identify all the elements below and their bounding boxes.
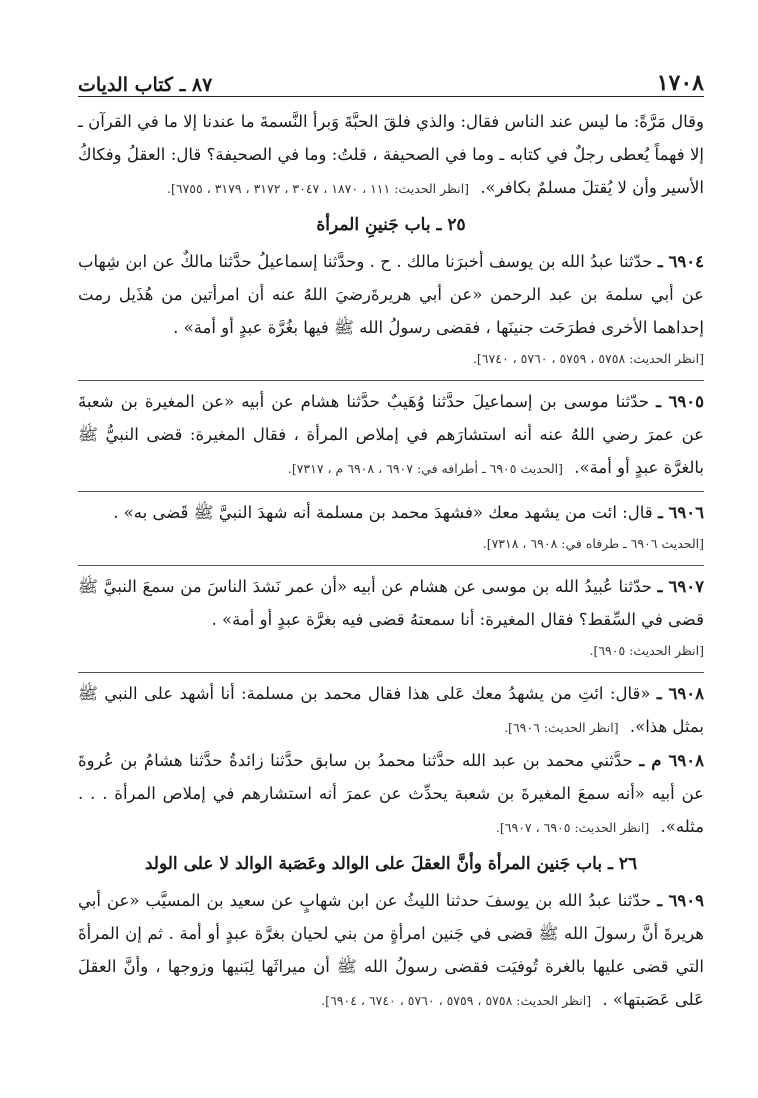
chapter-heading-25: ٢٥ ـ باب جَنينِ المرأة <box>316 215 466 235</box>
intro-paragraph <box>78 105 704 205</box>
hadith-text: حدّثنا موسى بن إسماعيلَ حدَّثنا وُهَيبٌ حدَّثنا هشام عن أبيه «عن المغيرة بن شعبةَ عن عمرَ رضي اللهُ عنه أنه استشارَهم في إملاص المرأة ، فقال المغيرة: قضى النبيُّ ﷺ بالغرَّة عبدٍ أو أمة». <box>78 392 704 477</box>
hadith-6906 <box>78 496 704 529</box>
hadith-reference: [انظر الحديث: ٦٩٠٥ ، ٦٩٠٧]. <box>495 820 650 835</box>
hadith-number: ٦٩٠٨ ـ <box>656 684 704 703</box>
chapter-heading-26: ٢٦ ـ باب جَنين المرأة وأنَّ العقلَ على الوالد وعَصَبة الوالد لا على الولد <box>144 854 638 874</box>
hadith-number: ٦٩٠٨ م ـ <box>639 751 704 770</box>
hadith-reference: [انظر الحديث: ٥٧٥٨ ، ٥٧٥٩ ، ٥٧٦٠ ، ٦٧٤٠ ، ٦٩٠٤]. <box>321 993 592 1008</box>
hadith-number: ٦٩٠٧ ـ <box>657 577 704 596</box>
hadith-text: «قال: ائتِ من يشهدُ معك عَلى هذا فقال محمد بن مسلمة: أنا أشهد على النبي ﷺ بمثل هذا». <box>78 684 704 736</box>
separator <box>78 565 704 566</box>
page-number: ١٧٠٨ <box>656 70 704 96</box>
hadith-reference: [انظر الحديث: ٦٩٠٥]. <box>589 643 704 658</box>
separator <box>78 672 704 673</box>
hadith-6905 <box>78 385 704 485</box>
hadith-text: حدَّثني محمد بن عبد الله حدَّثنا محمدُ بن سابق حدَّثنا زائدةُ حدَّثنا هشامُ بن عُروةَ عن أبيه «أنه سمعَ المغيرةَ بن شعبة يحدِّث عن عمرَ أنه استشارهم في إملاص المرأة . . . مثله». <box>78 751 704 836</box>
hadith-6904 <box>78 245 704 344</box>
hadith-6908 <box>78 677 704 744</box>
separator <box>78 491 704 492</box>
separator <box>78 380 704 381</box>
hadith-text: حدّثنا عُبيدُ الله بن موسى عن هشام عن أبيه «أن عمر نَشدَ الناسَ من سمعَ النبيَّ ﷺ قضى في السِّقط؟ فقال المغيرة: أنا سمعتهُ قضى فيه بغرَّة عبدٍ أو أمة» . <box>78 577 704 629</box>
hadith-number: ٦٩٠٤ ـ <box>657 252 704 271</box>
hadith-reference: [انظر الحديث: ٦٩٠٦]. <box>504 720 619 735</box>
intro-reference: [انظر الحديث: ١١١ ، ١٨٧٠ ، ٣٠٤٧ ، ٣١٧٢ ، ٣١٧٩ ، ٦٧٥٥]. <box>167 181 470 196</box>
hadith-6909 <box>78 884 704 1017</box>
hadith-number: ٦٩٠٩ ـ <box>657 891 704 910</box>
hadith-text: حدّثنا عبدُ الله بن يوسف أخبرَنا مالك . ح . وحدَّثنا إسماعيلُ حدَّثنا مالكٌ عن ابن شِهاب عن أبي سلمة بن عبد الرحمن «عن أبي هريرةَرضيَ اللهُ عنه أن امرأتين من هُذَيل رمت إحداهما الأخرى فطرَحَت جنينَها ، فقضى رسولُ الله ﷺ فيها بغُرَّة عبدٍ أو أمة» . <box>78 252 704 337</box>
hadith-6908m <box>78 744 704 844</box>
hadith-6907 <box>78 570 704 636</box>
intro-text: وقال مَرَّةً: ما ليس عند الناس فقال: والذي فلقَ الحبَّةَ وَبرأ النَّسمةَ ما عندنا إلا ما في القرآن ـ إلا فهماً يُعطى رجلٌ في كتابه ـ وما في الصحيفة ، قلتُ: وما في الصحيفة؟ قال: العقلُ وفكاكُ الأسير وأن لا يُقتلَ مسلمٌ بكافر». <box>78 112 704 197</box>
running-header <box>78 62 704 97</box>
hadith-number: ٦٩٠٥ ـ <box>656 392 704 411</box>
hadith-reference: [انظر الحديث: ٥٧٥٨ ، ٥٧٥٩ ، ٥٧٦٠ ، ٦٧٤٠]. <box>472 351 704 366</box>
hadith-text: قال: ائت من يشهد معك «فشهدَ محمد بن مسلمة أنه شهدَ النبيَّ ﷺ قَضى به» . <box>113 503 653 522</box>
hadith-number: ٦٩٠٦ ـ <box>657 503 704 522</box>
hadith-reference: [الحديث ٦٩٠٦ ـ طرفاه في: ٦٩٠٨ ، ٧٣١٨]. <box>482 536 704 551</box>
book-title: ٨٧ ـ كتاب الديات <box>78 74 213 96</box>
hadith-text: حدّثنا عبدُ الله بن يوسفَ حدثنا الليثُ عن ابن شهابٍ عن سعيد بن المسيَّب «عن أبي هريرةَ أنَّ رسولَ الله ﷺ قضى في جَنين امرأةٍ من بني لحيان بغرَّة عبدٍ أو أمة . ثم إن المرأةَ التي قضى عليها بالغرة تُوفيَت فقضى رسولُ الله ﷺ أن ميراثَها لِبَنيها وزوجها ، وأنَّ العقلَ عَلى عَصَبتها» . <box>78 891 704 1009</box>
hadith-reference: [الحديث ٦٩٠٥ ـ أطرافه في: ٦٩٠٧ ، ٦٩٠٨ م ، ٧٣١٧]. <box>287 461 563 476</box>
page <box>78 62 704 1017</box>
